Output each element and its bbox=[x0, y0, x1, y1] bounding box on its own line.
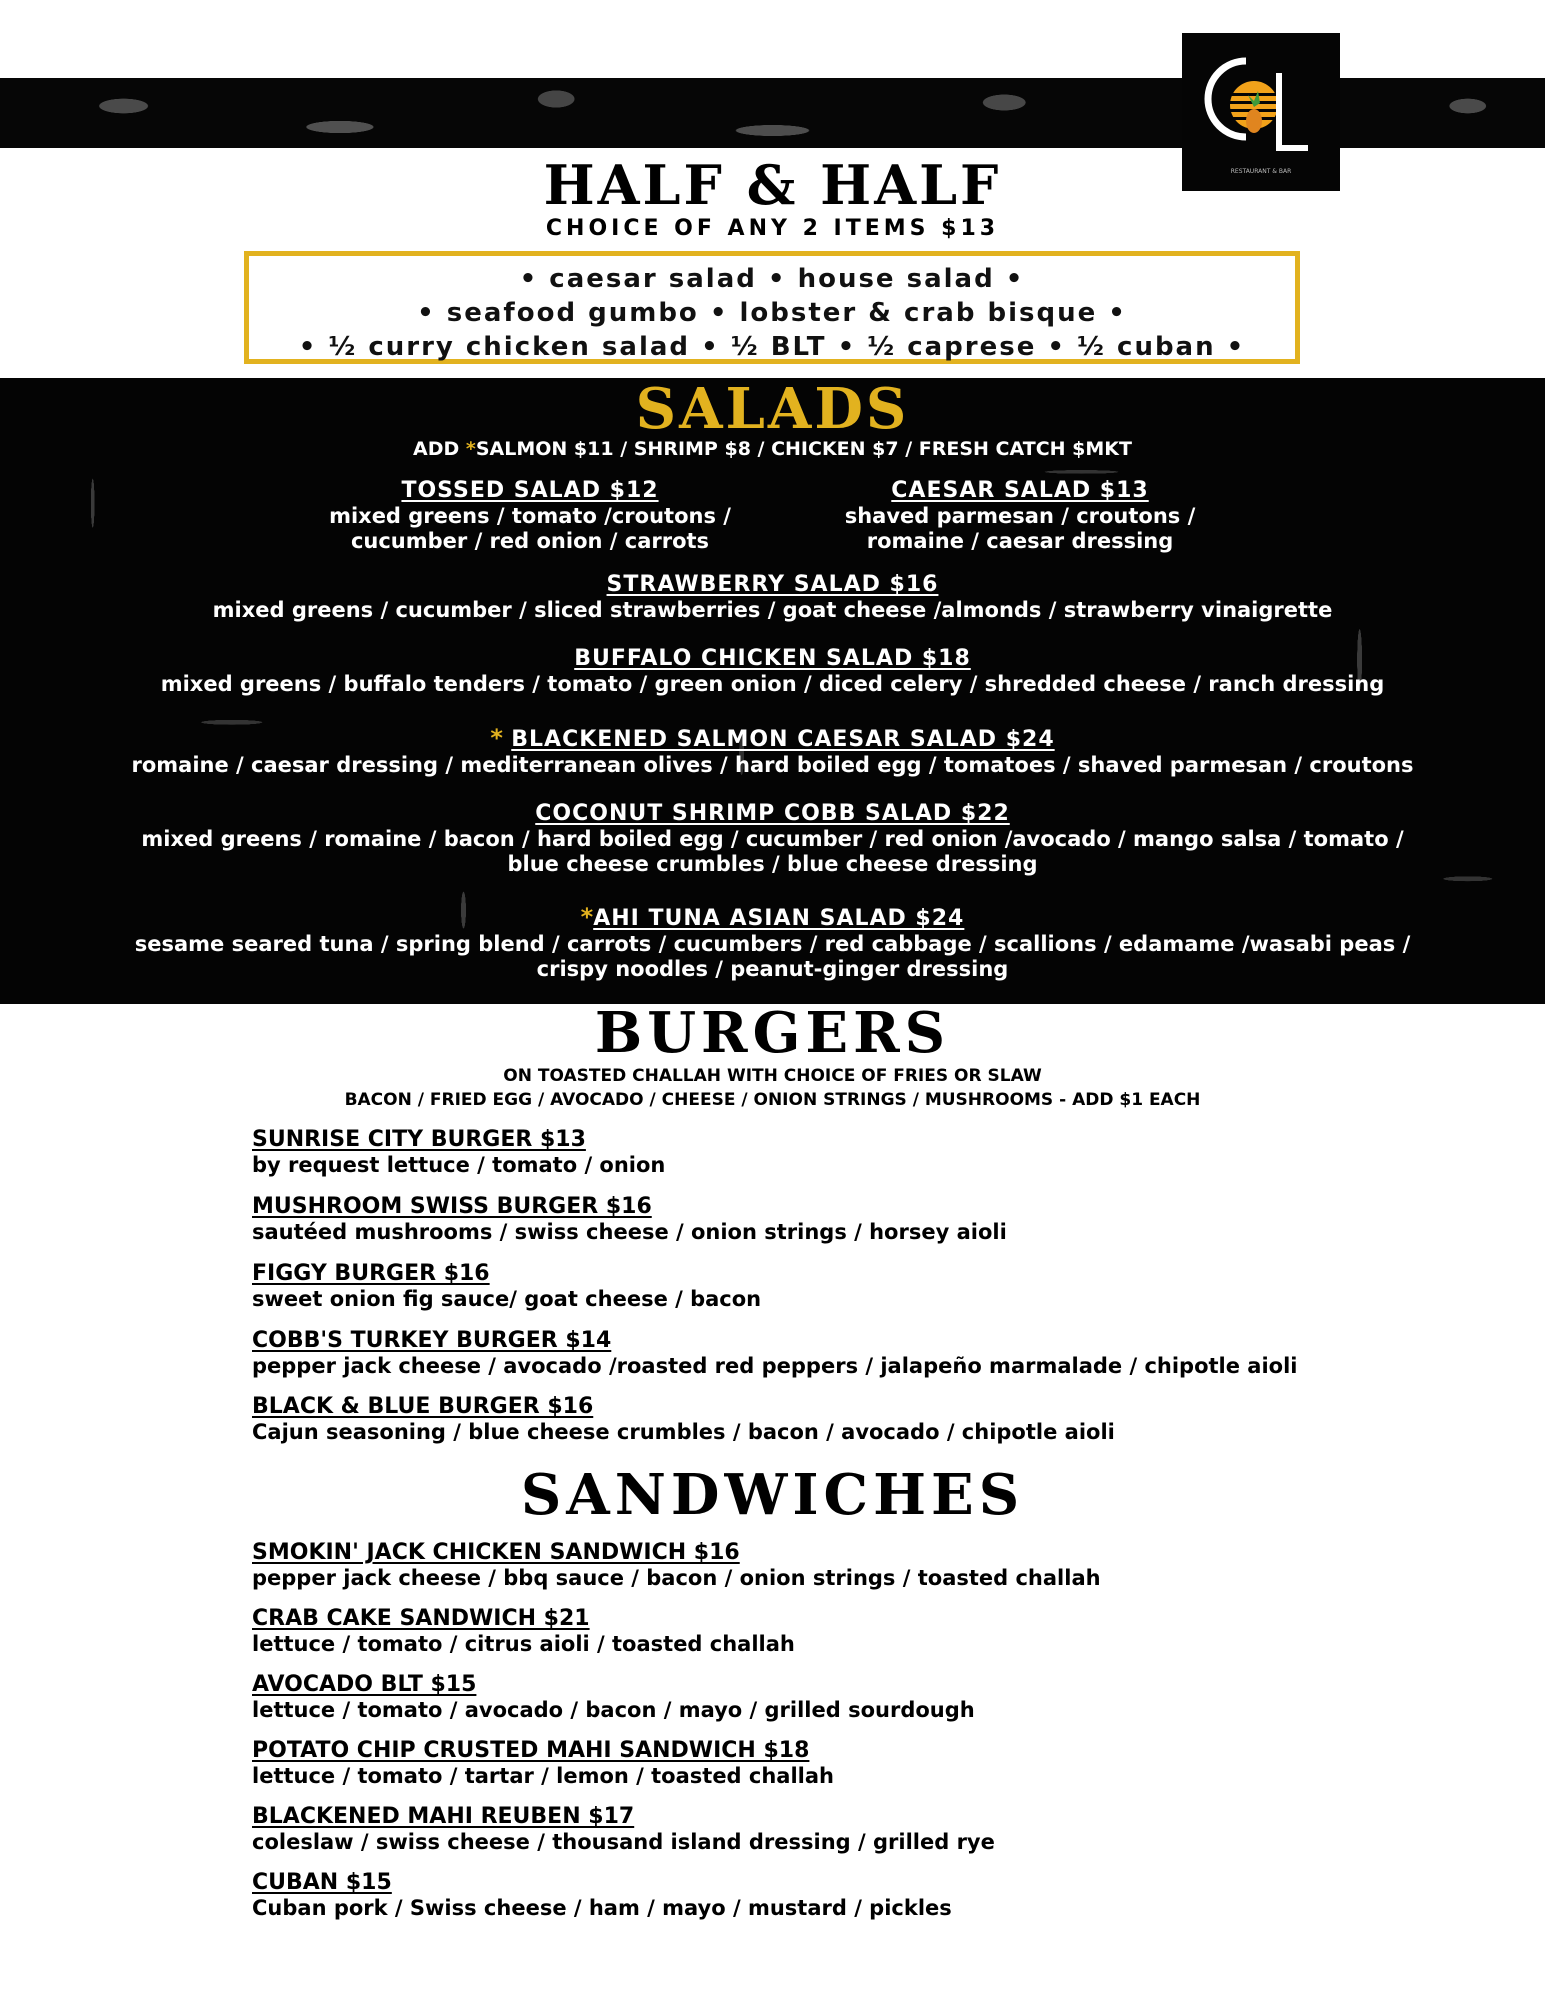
sandwich-desc: coleslaw / swiss cheese / thousand island dressing / grilled rye bbox=[252, 1830, 995, 1854]
burgers-subtitle: ON TOASTED CHALLAH WITH CHOICE OF FRIES OR SLAW bbox=[503, 1066, 1042, 1086]
salad-item bbox=[0, 646, 1545, 697]
salad-item bbox=[0, 905, 1545, 982]
salad-name: AHI TUNA ASIAN SALAD $24 bbox=[593, 906, 965, 931]
half-and-half-line: • ½ curry chicken salad • ½ BLT • ½ caprese • ½ cuban • bbox=[298, 332, 1246, 362]
salad-desc: cucumber / red onion / carrots bbox=[350, 529, 710, 553]
salad-name: TOSSED SALAD $12 bbox=[401, 478, 659, 503]
half-and-half-options-box bbox=[244, 251, 1300, 364]
star-icon: * bbox=[490, 724, 512, 752]
salad-name: CAESAR SALAD $13 bbox=[891, 478, 1149, 503]
salad-desc: romaine / caesar dressing / mediterranean olives / hard boiled egg / tomatoes / shaved parmesan / croutons bbox=[131, 753, 1414, 777]
add-star-icon: * bbox=[465, 438, 476, 460]
sandwich-desc: pepper jack cheese / bbq sauce / bacon / onion strings / toasted challah bbox=[252, 1566, 1101, 1590]
salad-desc: sesame seared tuna / spring blend / carrots / cucumbers / red cabbage / scallions / edamame /wasabi peas / bbox=[134, 932, 1411, 956]
star-icon: * bbox=[580, 903, 594, 931]
salad-item bbox=[780, 478, 1260, 554]
burger-desc: by request lettuce / tomato / onion bbox=[252, 1153, 666, 1177]
salad-desc: mixed greens / buffalo tenders / tomato / green onion / diced celery / shredded cheese / ranch dressing bbox=[160, 672, 1385, 696]
sandwich-desc: lettuce / tomato / citrus aioli / toasted challah bbox=[252, 1632, 795, 1656]
sandwich-desc: Cuban pork / Swiss cheese / ham / mayo / mustard / pickles bbox=[252, 1896, 952, 1920]
salad-name: BUFFALO CHICKEN SALAD $18 bbox=[574, 646, 971, 671]
salads-title: SALADS bbox=[635, 376, 910, 442]
sandwich-item bbox=[252, 1804, 1402, 1855]
half-and-half-title: HALF & HALF bbox=[543, 153, 1002, 217]
burgers-addons: BACON / FRIED EGG / AVOCADO / CHEESE / ONION STRINGS / MUSHROOMS - ADD $1 EACH bbox=[344, 1090, 1201, 1110]
salad-item bbox=[0, 726, 1545, 778]
burger-name: FIGGY BURGER $16 bbox=[252, 1261, 490, 1286]
burger-item bbox=[252, 1261, 1402, 1312]
burger-desc: sweet onion fig sauce/ goat cheese / bacon bbox=[252, 1287, 762, 1311]
half-and-half-subtitle: CHOICE OF ANY 2 ITEMS $13 bbox=[545, 216, 1000, 241]
sandwich-name: POTATO CHIP CRUSTED MAHI SANDWICH $18 bbox=[252, 1738, 810, 1763]
sandwich-item bbox=[252, 1870, 1402, 1921]
salad-name: COCONUT SHRIMP COBB SALAD $22 bbox=[535, 801, 1010, 826]
burger-desc: pepper jack cheese / avocado /roasted red peppers / jalapeño marmalade / chipotle aioli bbox=[252, 1354, 1298, 1378]
sandwiches-title: SANDWICHES bbox=[520, 1462, 1025, 1528]
sandwich-item bbox=[252, 1738, 1402, 1789]
burger-item bbox=[252, 1328, 1402, 1379]
salad-name: BLACKENED SALMON CAESAR SALAD $24 bbox=[511, 727, 1055, 752]
sandwich-name: CRAB CAKE SANDWICH $21 bbox=[252, 1606, 590, 1631]
add-prefix: ADD bbox=[413, 438, 466, 460]
salad-item bbox=[0, 572, 1545, 623]
salad-name: STRAWBERRY SALAD $16 bbox=[606, 572, 939, 597]
burgers-title: BURGERS bbox=[594, 1000, 951, 1066]
salad-desc: mixed greens / romaine / bacon / hard boiled egg / cucumber / red onion /avocado / mango salsa / tomato / bbox=[141, 827, 1404, 851]
salads-add-ons bbox=[0, 438, 1545, 460]
burger-name: COBB'S TURKEY BURGER $14 bbox=[252, 1328, 612, 1353]
burger-desc: Cajun seasoning / blue cheese crumbles / bacon / avocado / chipotle aioli bbox=[252, 1420, 1115, 1444]
salad-item bbox=[280, 478, 780, 554]
burger-name: SUNRISE CITY BURGER $13 bbox=[252, 1127, 586, 1152]
burger-item bbox=[252, 1394, 1402, 1445]
add-text: SALMON $11 / SHRIMP $8 / CHICKEN $7 / FRESH CATCH $MKT bbox=[475, 438, 1132, 460]
sandwich-name: AVOCADO BLT $15 bbox=[252, 1672, 477, 1697]
svg-text:RESTAURANT & BAR: RESTAURANT & BAR bbox=[1230, 168, 1292, 175]
salad-desc: mixed greens / tomato /croutons / bbox=[329, 504, 731, 528]
sandwich-item bbox=[252, 1540, 1402, 1591]
sandwich-item bbox=[252, 1606, 1402, 1657]
half-and-half-line: • seafood gumbo • lobster & crab bisque • bbox=[417, 298, 1127, 328]
burger-desc: sautéed mushrooms / swiss cheese / onion strings / horsey aioli bbox=[252, 1220, 1007, 1244]
half-and-half-line: • caesar salad • house salad • bbox=[519, 264, 1025, 294]
burger-name: MUSHROOM SWISS BURGER $16 bbox=[252, 1194, 652, 1219]
sandwich-name: SMOKIN' JACK CHICKEN SANDWICH $16 bbox=[252, 1540, 740, 1565]
salad-desc: mixed greens / cucumber / sliced strawberries / goat cheese /almonds / strawberry vinaigrette bbox=[212, 598, 1333, 622]
sandwich-item bbox=[252, 1672, 1402, 1723]
salad-item bbox=[0, 801, 1545, 877]
salad-desc: romaine / caesar dressing bbox=[866, 529, 1174, 553]
salad-desc: crispy noodles / peanut-ginger dressing bbox=[536, 957, 1009, 981]
burger-name: BLACK & BLUE BURGER $16 bbox=[252, 1394, 594, 1419]
sandwich-name: BLACKENED MAHI REUBEN $17 bbox=[252, 1804, 635, 1829]
sandwich-desc: lettuce / tomato / avocado / bacon / mayo / grilled sourdough bbox=[252, 1698, 975, 1722]
sandwich-desc: lettuce / tomato / tartar / lemon / toasted challah bbox=[252, 1764, 834, 1788]
burger-item bbox=[252, 1194, 1402, 1245]
salad-desc: shaved parmesan / croutons / bbox=[844, 504, 1196, 528]
sandwich-name: CUBAN $15 bbox=[252, 1870, 392, 1895]
salad-desc: blue cheese crumbles / blue cheese dressing bbox=[507, 852, 1038, 876]
burger-item bbox=[252, 1127, 1402, 1178]
